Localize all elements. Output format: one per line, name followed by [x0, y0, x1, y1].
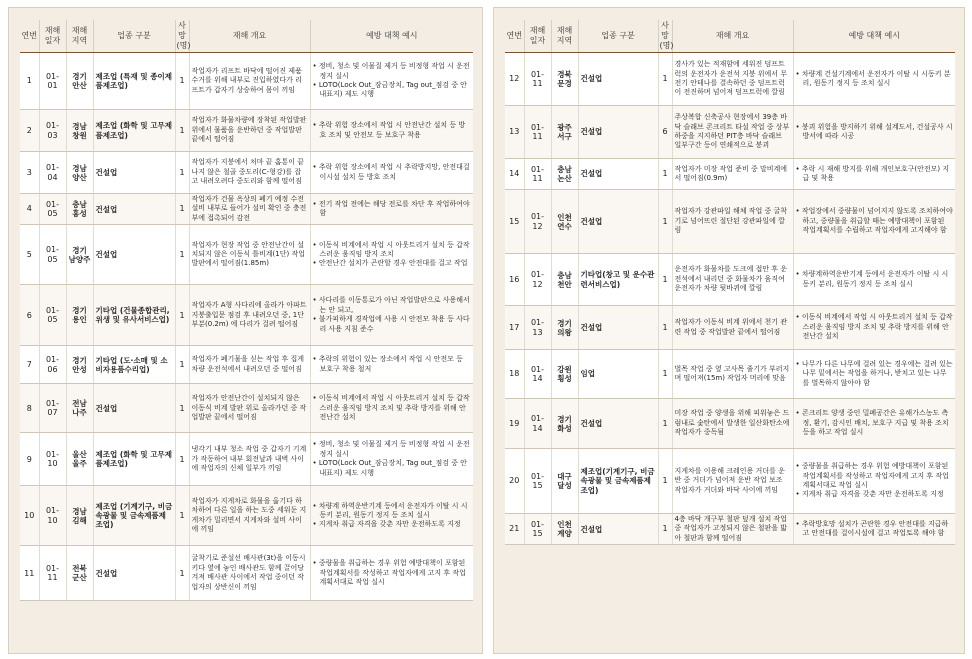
table-row — [20, 346, 473, 384]
death-count: 1 — [175, 486, 189, 546]
header-industry: 업종 구분 — [93, 20, 175, 53]
prevention-item: • 이동식 비계에서 작업 시 아웃트리거 설치 등 갑작스러운 움직임 방지 조치 및 추락 방지를 위해 안전난간 설치 — [796, 313, 954, 341]
prevention-item: • 전기 작업 전에는 해당 전로를 차단 후 작업하여야 함 — [313, 200, 472, 219]
prevention-item: • 추락 위험 장소에서 작업 시 안전난간 설치 등 방호 조치 및 안전모 등 보호구 착용 — [313, 121, 472, 140]
accident-date: 01-05 — [39, 194, 66, 225]
row-number: 5 — [20, 225, 39, 285]
accident-summary: 작업자가 리프트 바닥에 떨어진 제품 수거를 위해 내부로 진입하였다가 리프트가 갑자기 상승하여 몸이 끼임 — [189, 53, 310, 110]
accident-date: 01-15 — [524, 514, 551, 545]
row-number: 10 — [20, 486, 39, 546]
accident-date: 01-11 — [39, 546, 66, 601]
table-row — [505, 106, 955, 159]
row-number: 7 — [20, 346, 39, 384]
death-count: 1 — [658, 159, 672, 190]
accident-date: 01-10 — [39, 486, 66, 546]
accident-region: 충남 논산 — [551, 159, 578, 190]
accident-date: 01-14 — [524, 350, 551, 399]
prevention-measures — [310, 433, 473, 486]
prevention-item: • 추락 시 재해 방지를 위해 개인보호구(안전모) 지급 및 착용 — [796, 165, 954, 184]
industry-type: 제조업(기계기구, 비금속광물 및 금속제품제조업) — [578, 449, 658, 514]
prevention-measures — [793, 514, 955, 545]
death-count: 1 — [658, 399, 672, 449]
accident-date: 01-12 — [524, 254, 551, 306]
accident-region: 경남 창원 — [66, 110, 93, 152]
prevention-measures — [310, 194, 473, 225]
death-count: 1 — [175, 384, 189, 433]
prevention-measures — [793, 254, 955, 306]
death-count: 1 — [175, 152, 189, 194]
industry-type: 건설업 — [578, 190, 658, 254]
prevention-item: • 나무가 다른 나무에 걸려 있는 경우에는 걸려 있는 나무 밑에서는 작업을 하거나, 받치고 있는 나무를 벌목하지 않아야 함 — [796, 360, 954, 388]
table-row — [20, 546, 473, 601]
industry-type: 제조업 (특재 및 종이제품제조업) — [93, 53, 175, 110]
accident-date: 01-05 — [39, 285, 66, 346]
accident-summary: 작업자가 현장 작업 중 안전난간이 설치되지 않은 이동식 틀비계(1단) 작업발판에서 떨어짐(1.85m) — [189, 225, 310, 285]
accident-table-right — [505, 20, 955, 545]
left-page — [8, 7, 483, 654]
death-count: 1 — [658, 190, 672, 254]
death-count: 1 — [658, 53, 672, 106]
table-row — [20, 53, 473, 110]
row-number: 4 — [20, 194, 39, 225]
industry-type: 건설업 — [93, 225, 175, 285]
accident-summary: 굴착기로 준설선 배사관(3t)을 이동시키다 옆에 놓인 배사관도 함께 끌어당겨져 배사관 사이에서 작업 중이던 작업자의 상반신이 끼임 — [189, 546, 310, 601]
row-number: 14 — [505, 159, 524, 190]
death-count: 1 — [175, 433, 189, 486]
accident-region: 전남 나주 — [66, 384, 93, 433]
table-header-row — [505, 20, 955, 53]
accident-region: 충남 천안 — [551, 254, 578, 306]
accident-summary: 미장 작업 중 양생을 위해 피워놓은 드럼내로 숯탄에서 발생한 일산화탄소에 작업자가 중독됨 — [672, 399, 793, 449]
accident-summary: 작업자가 폐기물을 싣는 작업 후 집게차량 운전석에서 내려오던 중 떨어짐 — [189, 346, 310, 384]
table-row — [20, 433, 473, 486]
accident-date: 01-05 — [39, 225, 66, 285]
row-number: 12 — [505, 53, 524, 106]
accident-summary: 작업자가 건물 옥상의 폐기 예정 수전설비 내부로 들어가 설비 확인 중 충전부에 접촉되어 감전 — [189, 194, 310, 225]
accident-region: 인천 연수 — [551, 190, 578, 254]
accident-summary: 작업자가 A형 사다리에 올라가 아파트 지붕출입문 점검 후 내려오던 중, 1단 부분(0.2m) 에 다리가 걸려 떨어짐 — [189, 285, 310, 346]
accident-region: 경기 의왕 — [551, 306, 578, 350]
row-number: 11 — [20, 546, 39, 601]
header-industry: 업종 구분 — [578, 20, 658, 53]
prevention-measures — [793, 350, 955, 399]
death-count: 1 — [658, 254, 672, 306]
prevention-item: • 차량계 하역운반기계 등에서 운전자가 이탈 시 시동키 분리, 원동기 정지 등 조치 실시 — [313, 502, 472, 521]
prevention-measures — [310, 346, 473, 384]
accident-summary: 운전자가 화물차를 도크에 접안 후 운전석에서 내리던 중 화물차가 움직여 운전자가 차량 뒷바퀴에 깔림 — [672, 254, 793, 306]
prevention-item: • 추락방호망 설치가 곤란한 경우 안전대를 지급하고 안전대를 걸이시설에 걸고 작업토록 해야 함 — [796, 520, 954, 539]
prevention-item: • 지게차 취급 자격을 갖춘 자만 운전하도록 지정 — [313, 520, 472, 529]
table-row — [505, 514, 955, 545]
accident-region: 강원 횡성 — [551, 350, 578, 399]
death-count: 1 — [658, 514, 672, 545]
prevention-measures — [310, 53, 473, 110]
table-row — [505, 399, 955, 449]
prevention-item: • 중량물을 취급하는 경우 위험 예방대책이 포함된 작업계획서를 작성하고 작업자에게 고지 후 작업계획서대로 작업 실시 — [796, 462, 954, 490]
table-row — [505, 254, 955, 306]
prevention-item: • LOTO(Lock Out_잠금장치, Tag out_점검 중 안내표지) 제도 시행 — [313, 81, 472, 100]
prevention-measures — [793, 53, 955, 106]
accident-date: 01-01 — [39, 53, 66, 110]
row-number: 16 — [505, 254, 524, 306]
row-number: 9 — [20, 433, 39, 486]
prevention-item: • 이동식 비계에서 작업 시 아웃트리거 설치 등 갑작스러운 움직임 방지 조치 — [313, 241, 472, 260]
prevention-item: • LOTO(Lock Out_잠금장치, Tag out_점검 중 안내표지) 제도 시행 — [313, 459, 472, 478]
accident-summary: 작업자가 화물차량에 장착된 작업발판 위에서 물품을 운반하던 중 작업발판 끝에서 떨어짐 — [189, 110, 310, 152]
header-region: 재해 지역 — [551, 20, 578, 53]
table-row — [20, 152, 473, 194]
prevention-item: • 정비, 청소 및 이물질 제거 등 비정형 작업 시 운전 정지 실시 — [313, 440, 472, 459]
row-number: 17 — [505, 306, 524, 350]
accident-region: 전북 군산 — [66, 546, 93, 601]
right-page — [493, 7, 965, 654]
accident-summary: 벌목 작업 중 옆 고사목 줄기가 부러지며 떨어져(15m) 작업자 머리에 맞음 — [672, 350, 793, 399]
death-count: 1 — [658, 306, 672, 350]
table-row — [505, 306, 955, 350]
accident-region: 광주 서구 — [551, 106, 578, 159]
prevention-measures — [310, 384, 473, 433]
accident-region: 경기 남양주 — [66, 225, 93, 285]
row-number: 1 — [20, 53, 39, 110]
accident-region: 인천 계양 — [551, 514, 578, 545]
prevention-measures — [310, 285, 473, 346]
accident-date: 01-15 — [524, 449, 551, 514]
accident-region: 경기 안성 — [66, 346, 93, 384]
death-count: 1 — [175, 110, 189, 152]
death-count: 1 — [658, 350, 672, 399]
industry-type: 건설업 — [93, 194, 175, 225]
prevention-measures — [793, 306, 955, 350]
accident-date: 01-03 — [39, 110, 66, 152]
industry-type: 제조업 (화학 및 고무제품제조업) — [93, 110, 175, 152]
prevention-item: • 이동식 비계에서 작업 시 아웃트리거 설치 등 갑작스러운 움직임 방지 조치 및 추락 방지를 위해 안전난간 설치 — [313, 394, 472, 422]
death-count: 1 — [658, 449, 672, 514]
accident-region: 충남 홍성 — [66, 194, 93, 225]
industry-type: 건설업 — [578, 514, 658, 545]
accident-summary: 작업자가 강관파일 해체 작업 중 굴착기로 넘어뜨린 절단된 강관파일에 깔림 — [672, 190, 793, 254]
industry-type: 제조업 (기계기구, 비금속광물 및 금속제품제조업) — [93, 486, 175, 546]
row-number: 15 — [505, 190, 524, 254]
prevention-item: • 붕괴 위험을 방지하기 위해 설계도서, 건설공사 시방서에 따라 시공 — [796, 123, 954, 142]
death-count: 1 — [175, 194, 189, 225]
accident-summary: 경사가 있는 적재함에 세워진 덤프트럭의 운전자가 운전석 지붕 위에서 무전기 안테나를 결속하던 중 덤프트럭이 전진하며 넘어져 덤프트럭에 깔림 — [672, 53, 793, 106]
prevention-item: • 콘크리트 양생 중인 밀폐공간은 유해가스농도 측정, 환기, 감시인 배치, 보호구 지급 및 착용 조치 등을 하고 작업 실시 — [796, 409, 954, 437]
industry-type: 제조업 (화학 및 고무제품제조업) — [93, 433, 175, 486]
header-no: 연번 — [20, 20, 39, 53]
table-row — [505, 350, 955, 399]
accident-date: 01-13 — [524, 306, 551, 350]
prevention-item: • 차량계하역운반기계 등에서 운전자가 이탈 시 시동키 분리, 원동기 정지 등 조치 실시 — [796, 270, 954, 289]
accident-region: 경기 화성 — [551, 399, 578, 449]
row-number: 18 — [505, 350, 524, 399]
accident-region: 대구 달성 — [551, 449, 578, 514]
accident-summary: 작업자가 지게차로 화물을 옮기다 하차하여 다른 일을 하는 도중 세워둔 지게차가 밀리면서 지게차와 설비 사이에 끼임 — [189, 486, 310, 546]
accident-summary: 작업자가 지붕에서 처마 끝 홈통이 끝나지 않은 철골 중도리(C-형강)를 잡고 내려오려다 중도리와 함께 떨어짐 — [189, 152, 310, 194]
death-count: 1 — [175, 225, 189, 285]
row-number: 6 — [20, 285, 39, 346]
header-summary: 재해 개요 — [189, 20, 310, 53]
accident-date: 01-11 — [524, 106, 551, 159]
table-row — [20, 194, 473, 225]
industry-type: 건설업 — [93, 384, 175, 433]
row-number: 2 — [20, 110, 39, 152]
prevention-measures — [310, 486, 473, 546]
table-row — [20, 285, 473, 346]
table-row — [20, 225, 473, 285]
row-number: 21 — [505, 514, 524, 545]
header-deaths: 사망 (명) — [175, 20, 189, 53]
prevention-item: • 추락의 위험이 있는 장소에서 작업 시 안전모 등 보호구 착용 철저 — [313, 355, 472, 374]
accident-table-left — [20, 20, 473, 601]
death-count: 1 — [175, 285, 189, 346]
industry-type: 기타업 (도·소매 및 소비자용품수리업) — [93, 346, 175, 384]
accident-date: 01-10 — [39, 433, 66, 486]
death-count: 1 — [175, 53, 189, 110]
industry-type: 건설업 — [578, 399, 658, 449]
prevention-item: • 사다리를 이동통로가 아닌 작업발판으로 사용해서는 안 되고, — [313, 296, 472, 315]
accident-region: 경남 김해 — [66, 486, 93, 546]
accident-region: 경남 양산 — [66, 152, 93, 194]
row-number: 3 — [20, 152, 39, 194]
death-count: 6 — [658, 106, 672, 159]
header-region: 재해 지역 — [66, 20, 93, 53]
prevention-measures — [793, 449, 955, 514]
accident-summary: 주상복합 신축공사 현장에서 39층 바닥 슬래브 콘크리트 타설 작업 중 상부 하중을 지지하던 PIT층 바닥 슬래브 일부구간 등이 연쇄적으로 붕괴 — [672, 106, 793, 159]
accident-summary: 냉각기 내부 청소 작업 중 갑자기 기계가 작동하여 내부 회전날과 내벽 사이에 작업자의 신체 일부가 끼임 — [189, 433, 310, 486]
accident-summary: 작업자가 이동식 비계 위에서 천기 관련 작업 중 작업발판 끝에서 떨어짐 — [672, 306, 793, 350]
prevention-measures — [310, 225, 473, 285]
table-header-row — [20, 20, 473, 53]
prevention-measures — [793, 399, 955, 449]
industry-type: 기타업(창고 및 운수관련서비스업) — [578, 254, 658, 306]
accident-date: 01-12 — [524, 190, 551, 254]
accident-date: 01-06 — [39, 346, 66, 384]
death-count: 1 — [175, 346, 189, 384]
table-row — [505, 190, 955, 254]
header-prevention: 예방 대책 예시 — [793, 20, 955, 53]
accident-region: 울산 울주 — [66, 433, 93, 486]
table-row — [505, 449, 955, 514]
header-no: 연번 — [505, 20, 524, 53]
accident-date: 01-11 — [524, 159, 551, 190]
death-count: 1 — [175, 546, 189, 601]
accident-date: 01-04 — [39, 152, 66, 194]
accident-region: 경북 문경 — [551, 53, 578, 106]
prevention-measures — [310, 546, 473, 601]
industry-type: 임업 — [578, 350, 658, 399]
header-date: 재해 일자 — [524, 20, 551, 53]
accident-summary: 작업자가 안전난간이 설치되지 않은 이동식 비계 발판 위로 올라가던 중 작업발판 끝에서 떨어짐 — [189, 384, 310, 433]
header-date: 재해 일자 — [39, 20, 66, 53]
industry-type: 건설업 — [578, 106, 658, 159]
industry-type: 건설업 — [93, 152, 175, 194]
industry-type: 건설업 — [578, 53, 658, 106]
prevention-item: • 중량물을 취급하는 경우 위험 예방대책이 포함된 작업계획서를 작성하고 작업자에게 고지 후 작업계획서대로 작업 실시 — [313, 559, 472, 587]
accident-date: 01-07 — [39, 384, 66, 433]
accident-summary: 작업자가 미장 작업 준비 중 말비계에서 떨어짐(0.9m) — [672, 159, 793, 190]
prevention-item: • 안전난간 설치가 곤란할 경우 안전대를 걸고 작업 — [313, 259, 472, 268]
prevention-measures — [793, 106, 955, 159]
table-row — [505, 159, 955, 190]
accident-summary: 지게차를 이용해 크레인용 거더를 운반 중 거더가 넘어져 운반 작업 보조 작업자가 거더와 바닥 사이에 끼임 — [672, 449, 793, 514]
prevention-measures — [310, 110, 473, 152]
prevention-item: • 불가피하게 경작업에 사용 시 안전모 착용 등 사다리 사용 지침 준수 — [313, 315, 472, 334]
industry-type: 건설업 — [578, 159, 658, 190]
header-prevention: 예방 대책 예시 — [310, 20, 473, 53]
prevention-item: • 추락 위험 장소에서 작업 시 추락방지망, 안전대걸이시설 설치 등 방호 조치 — [313, 163, 472, 182]
prevention-item: • 작업장에서 중량물이 넘어지지 않도록 조치하여야 하고, 중량물을 취급할 때는 예방대책이 포함된 작업계획서를 수립하고 작업자에게 고지해야 함 — [796, 207, 954, 235]
row-number: 20 — [505, 449, 524, 514]
table-row — [20, 486, 473, 546]
table-row — [20, 384, 473, 433]
prevention-measures — [793, 159, 955, 190]
accident-summary: 4층 바닥 개구부 철판 덮개 설치 작업 중 작업자가 고정되지 않은 철판을 밟아 철판과 함께 떨어짐 — [672, 514, 793, 545]
prevention-measures — [793, 190, 955, 254]
header-summary: 재해 개요 — [672, 20, 793, 53]
header-deaths: 사망 (명) — [658, 20, 672, 53]
prevention-measures — [310, 152, 473, 194]
industry-type: 건설업 — [93, 546, 175, 601]
table-row — [505, 53, 955, 106]
prevention-item: • 지게차 취급 자격을 갖춘 자만 운전하도록 지정 — [796, 490, 954, 499]
industry-type: 기타업 (건물종합관리, 위생 및 유사서비스업) — [93, 285, 175, 346]
accident-region: 경기 안산 — [66, 53, 93, 110]
prevention-item: • 정비, 청소 및 이물질 제거 등 비정형 작업 시 운전 정지 실시 — [313, 62, 472, 81]
table-row — [20, 110, 473, 152]
industry-type: 건설업 — [578, 306, 658, 350]
accident-region: 경기 용인 — [66, 285, 93, 346]
row-number: 13 — [505, 106, 524, 159]
row-number: 19 — [505, 399, 524, 449]
accident-date: 01-14 — [524, 399, 551, 449]
accident-date: 01-11 — [524, 53, 551, 106]
prevention-item: • 차량계 건설기계에서 운전자가 이탈 시 시동키 분리, 원동기 정지 등 조치 실시 — [796, 70, 954, 89]
row-number: 8 — [20, 384, 39, 433]
